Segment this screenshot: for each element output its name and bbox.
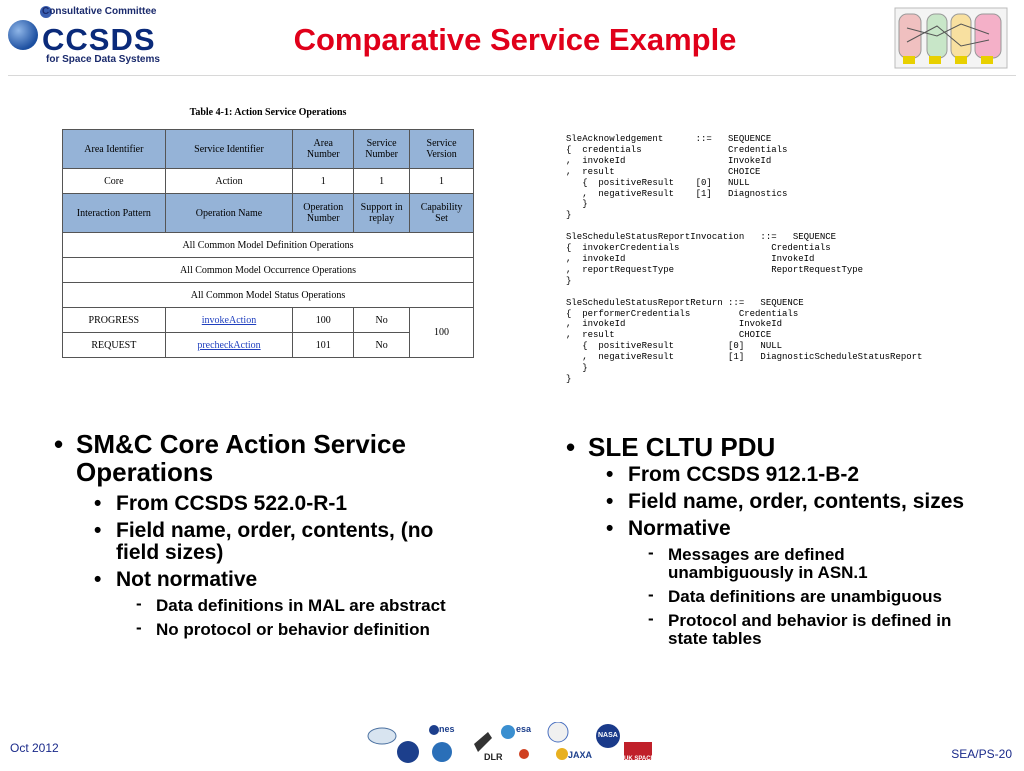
list-item: [132, 594, 456, 615]
list-item: [644, 585, 968, 606]
list-item: [94, 569, 474, 591]
table-row: [63, 283, 474, 308]
list-item: [606, 464, 986, 486]
bullet-icon: •: [54, 429, 64, 459]
table-header-cell: Service Number: [354, 130, 410, 169]
table-cell: 1: [410, 169, 474, 194]
table-cell: 100: [410, 308, 474, 358]
footer-slide-id: SEA/PS-20: [951, 747, 1012, 761]
bullet-icon: •: [94, 568, 102, 591]
table-cell: 1: [354, 169, 410, 194]
table-cell: 100: [293, 308, 354, 333]
agency-jaxa: JAXA: [568, 750, 593, 760]
logo-line2: for Space Data Systems: [46, 54, 160, 65]
agency-uk-space: UK SPACE: [624, 756, 655, 762]
bullet-text: Field name, order, contents, (no field sizes): [116, 519, 434, 564]
bullet-text: From CCSDS 912.1-B-2: [628, 463, 860, 486]
bullet-text: Field name, order, contents, sizes: [628, 490, 965, 513]
list-item: [94, 493, 474, 515]
precheck-action-link[interactable]: precheckAction: [197, 339, 261, 351]
table-row: [63, 233, 474, 258]
logo-line1: Consultative Committee: [42, 6, 157, 17]
dash-icon: -: [648, 585, 654, 604]
agency-esa: esa: [516, 724, 532, 734]
table-cell: REQUEST: [63, 333, 166, 358]
left-bullet-list: [54, 430, 474, 639]
bullet-icon: •: [606, 463, 614, 486]
table-cell: All Common Model Definition Operations: [63, 233, 474, 258]
architecture-diagram-icon: [893, 6, 1009, 70]
table-cell: Core: [63, 169, 166, 194]
table-cell: 101: [293, 333, 354, 358]
logo-main: CCSDS: [42, 22, 156, 57]
table-cell: All Common Model Occurrence Operations: [63, 258, 474, 283]
list-item: [644, 543, 968, 582]
slide-title: Comparative Service Example: [293, 22, 737, 57]
ccsds-logo: [4, 2, 160, 68]
table-header-cell: Area Number: [293, 130, 354, 169]
bullet-text: Messages are defined unambiguously in ASN.1: [668, 545, 868, 582]
agency-cnes: cnes: [434, 724, 455, 734]
globe-icon: [8, 20, 38, 50]
bullet-icon: •: [94, 519, 102, 542]
table-header-row: [63, 130, 474, 169]
invoke-action-link[interactable]: invokeAction: [201, 314, 257, 326]
list-item: [606, 518, 986, 540]
table-header-cell: Support in replay: [354, 194, 410, 233]
table-caption: Table 4-1: Action Service Operations: [189, 107, 347, 118]
header-divider: [8, 75, 1016, 76]
list-item: [132, 618, 456, 639]
bullet-text: Data definitions in MAL are abstract: [156, 596, 446, 615]
table-header-cell: Operation Name: [165, 194, 293, 233]
agency-dlr: DLR: [484, 752, 503, 762]
table-header-cell: Operation Number: [293, 194, 354, 233]
table-cell: 1: [293, 169, 354, 194]
dash-icon: -: [648, 609, 654, 628]
footer-date: Oct 2012: [10, 741, 59, 755]
list-item: [566, 433, 986, 461]
table-cell: No: [354, 308, 410, 333]
table-cell: Action: [165, 169, 293, 194]
dash-icon: -: [648, 543, 654, 562]
bullet-text: No protocol or behavior definition: [156, 620, 430, 639]
table-header-cell: Service Version: [410, 130, 474, 169]
bullet-icon: •: [566, 432, 576, 462]
bullet-icon: •: [606, 490, 614, 513]
table-row: [63, 169, 474, 194]
table-row: [63, 308, 474, 333]
list-item: [606, 491, 986, 513]
bullet-text: Protocol and behavior is defined in state tables: [668, 611, 952, 648]
bullet-text: Not normative: [116, 568, 258, 591]
bullet-text: From CCSDS 522.0-R-1: [116, 492, 348, 515]
table-header-cell: Capability Set: [410, 194, 474, 233]
agency-logos: [362, 722, 662, 766]
right-bullet-list: [566, 433, 986, 648]
bullet-icon: •: [94, 492, 102, 515]
bullet-text: SLE CLTU PDU: [588, 432, 776, 462]
table-header-cell: Area Identifier: [63, 130, 166, 169]
table-header-cell: Interaction Pattern: [63, 194, 166, 233]
list-item: [54, 430, 474, 486]
list-item: [94, 520, 474, 564]
agency-nasa: NASA: [598, 732, 618, 739]
list-item: [644, 609, 968, 648]
agency-logos-graphic: [362, 722, 662, 766]
asn1-definitions: SleAcknowledgement ::= SEQUENCE { credentials Credentials , invokeId InvokeId , result CHOICE { positiveResult [0] NULL , negativeResult [1] Diagnostics } } SleScheduleStatusReportInvocation ::= SEQUENCE { invokerCredentials Credentials , invokeId InvokeId , reportRequestType ReportRequestType } SleScheduleStatusReportReturn ::= SEQUENCE { performerCredentials Credentials , invokeId InvokeId , result CHOICE { positiveResult [0] NULL , negativeResult [1] DiagnosticScheduleStatusReport } }: [566, 134, 923, 384]
dash-icon: -: [136, 594, 142, 613]
table-cell: [165, 333, 293, 358]
bullet-text: Data definitions are unambiguous: [668, 587, 942, 606]
table-header-row: [63, 194, 474, 233]
dash-icon: -: [136, 618, 142, 637]
action-service-operations-table: [62, 129, 474, 358]
table-cell: No: [354, 333, 410, 358]
bullet-text: SM&C Core Action Service Operations: [76, 429, 406, 487]
table-cell: [165, 308, 293, 333]
table-row: [63, 258, 474, 283]
bullet-text: Normative: [628, 517, 731, 540]
table-cell: PROGRESS: [63, 308, 166, 333]
table-header-cell: Service Identifier: [165, 130, 293, 169]
table-cell: All Common Model Status Operations: [63, 283, 474, 308]
bullet-icon: •: [606, 517, 614, 540]
